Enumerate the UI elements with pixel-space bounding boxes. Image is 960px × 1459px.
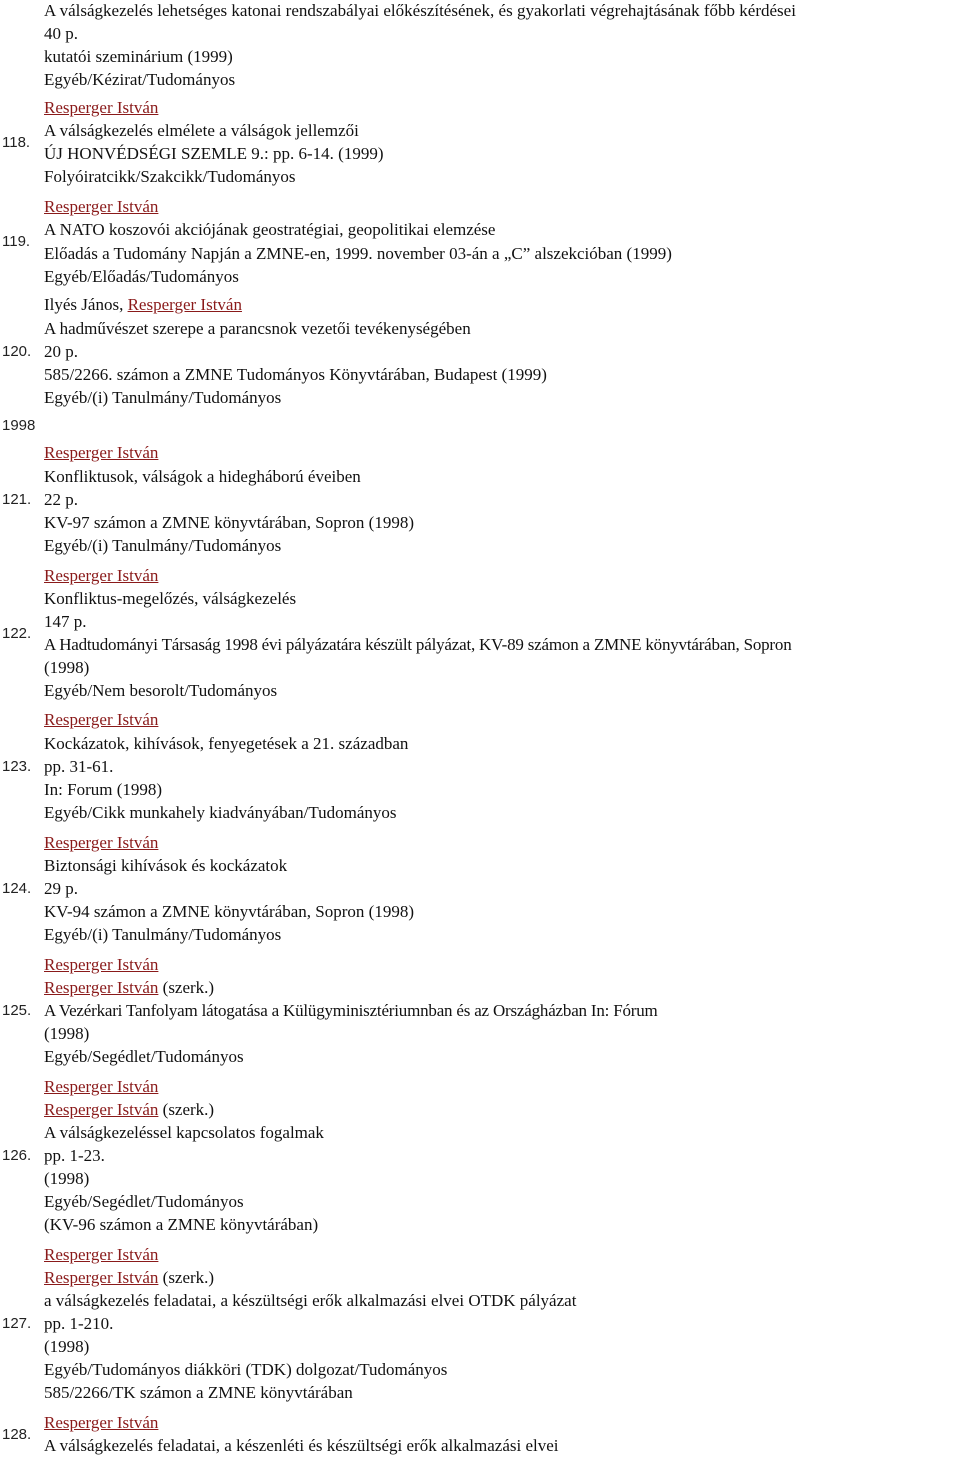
editor-link[interactable]: Resperger István [44, 978, 159, 997]
entry-number: 119. [2, 233, 31, 250]
entry-number: 125. [2, 1002, 32, 1019]
entry-title: A válságkezeléssel kapcsolatos fogalmak [44, 1123, 324, 1142]
author-link[interactable]: Resperger István [44, 1077, 159, 1096]
entry-type: Egyéb/Tudományos diákköri (TDK) dolgozat/Tudományos [44, 1360, 448, 1379]
entry-pages: 40 p. [44, 24, 78, 43]
entry-type: Egyéb/(i) Tanulmány/Tudományos [44, 925, 282, 944]
entry-note: 585/2266/TK számon a ZMNE könyvtárában [44, 1383, 353, 1402]
entry-editor-line [44, 1267, 214, 1289]
entry-title: Kockázatok, kihívások, fenyegetések a 21. században [44, 734, 409, 753]
author-link[interactable]: Resperger István [44, 1245, 159, 1264]
entry-source-year: (1998) [44, 658, 90, 677]
entry-editor-line [44, 1099, 214, 1121]
entry-author-line [44, 1412, 158, 1434]
entry-number: 127. [2, 1315, 32, 1332]
entry-source: 585/2266. számon a ZMNE Tudományos Könyvtárában, Budapest (1999) [44, 365, 547, 384]
entry-author-line [44, 97, 158, 119]
entry-pages: 147 p. [44, 612, 87, 631]
entry-number: 121. [2, 491, 32, 508]
entry-title: Biztonsági kihívások és kockázatok [44, 856, 288, 875]
entry-source: (1998) [44, 1169, 90, 1188]
entry-author-line [44, 196, 158, 218]
editor-link[interactable]: Resperger István [44, 1100, 159, 1119]
entry-title: A válságkezelés feladatai, a készenléti és készültségi erők alkalmazási elvei [44, 1436, 559, 1455]
entry-number: 118. [2, 134, 31, 151]
entry-source: (1998) [44, 1024, 90, 1043]
editor-link[interactable]: Resperger István [44, 1268, 159, 1287]
entry-author-line [44, 832, 158, 854]
entry-number: 124. [2, 880, 32, 897]
entry-author-line [44, 709, 158, 731]
entry-type: Egyéb/(i) Tanulmány/Tudományos [44, 388, 282, 407]
entry-title: A válságkezelés lehetséges katonai rendszabályai előkészítésének, és gyakorlati végrehajtásának főbb kérdései [44, 1, 796, 20]
entry-author-line [44, 954, 158, 976]
editor-suffix: (szerk.) [158, 978, 215, 997]
entry-source: KV-94 számon a ZMNE könyvtárában, Sopron (1998) [44, 902, 414, 921]
entry-author-line [44, 442, 158, 464]
entry-pages: 20 p. [44, 342, 78, 361]
author-link[interactable]: Resperger István [44, 197, 159, 216]
author-link[interactable]: Resperger István [44, 710, 159, 729]
entry-type: Folyóiratcikk/Szakcikk/Tudományos [44, 167, 296, 186]
coauthor-text: Ilyés János, [44, 295, 128, 314]
entry-title: A NATO koszovói akciójának geostratégiai, geopolitikai elemzése [44, 220, 496, 239]
entry-type: Egyéb/Kézirat/Tudományos [44, 70, 236, 89]
entry-title: a válságkezelés feladatai, a készültségi erők alkalmazási elvei OTDK pályázat [44, 1291, 577, 1310]
entry-pages: 22 p. [44, 490, 78, 509]
editor-suffix: (szerk.) [158, 1268, 215, 1287]
author-link[interactable]: Resperger István [44, 98, 159, 117]
entry-source: ÚJ HONVÉDSÉGI SZEMLE 9.: pp. 6-14. (1999) [44, 144, 384, 163]
entry-author-line [44, 294, 242, 316]
entry-type: Egyéb/(i) Tanulmány/Tudományos [44, 536, 282, 555]
entry-source: kutatói szeminárium (1999) [44, 47, 233, 66]
entry-author-line [44, 1244, 158, 1266]
entry-source: Előadás a Tudomány Napján a ZMNE-en, 1999. november 03-án a „C” alszekcióban (1999) [44, 244, 672, 263]
entry-source: In: Forum (1998) [44, 780, 163, 799]
entry-title: A hadművészet szerepe a parancsnok vezetői tevékenységében [44, 319, 471, 338]
entry-author-line [44, 565, 158, 587]
author-link[interactable]: Resperger István [44, 833, 159, 852]
entry-source: (1998) [44, 1337, 90, 1356]
author-link[interactable]: Resperger István [44, 955, 159, 974]
author-link[interactable]: Resperger István [127, 295, 242, 314]
entry-editor-line [44, 977, 214, 999]
entry-type: Egyéb/Cikk munkahely kiadványában/Tudományos [44, 803, 397, 822]
entry-title: A válságkezelés elmélete a válságok jellemzői [44, 121, 359, 140]
entry-pages: pp. 31-61. [44, 757, 114, 776]
entry-number: 120. [2, 343, 32, 360]
entry-source: A Hadtudományi Társaság 1998 évi pályázatára készült pályázat, KV-89 számon a ZMNE könyvtárában, Sopron [44, 635, 792, 654]
entry-type: Egyéb/Nem besorolt/Tudományos [44, 681, 278, 700]
entry-pages: pp. 1-23. [44, 1146, 105, 1165]
entry-number: 122. [2, 625, 32, 642]
entry-pages: pp. 1-210. [44, 1314, 114, 1333]
entry-title: Konfliktus-megelőzés, válságkezelés [44, 589, 297, 608]
entry-number: 128. [2, 1426, 32, 1443]
author-link[interactable]: Resperger István [44, 566, 159, 585]
editor-suffix: (szerk.) [158, 1100, 215, 1119]
author-link[interactable]: Resperger István [44, 443, 159, 462]
entry-type: Egyéb/Segédlet/Tudományos [44, 1192, 244, 1211]
entry-author-line [44, 1076, 158, 1098]
entry-pages: 29 p. [44, 879, 78, 898]
entry-number: 126. [2, 1147, 32, 1164]
entry-title: A Vezérkari Tanfolyam látogatása a Külügyminisztériumnban és az Országházban In: Fórum [44, 1001, 658, 1020]
author-link[interactable]: Resperger István [44, 1413, 159, 1432]
entry-note: (KV-96 számon a ZMNE könyvtárában) [44, 1215, 319, 1234]
entry-type: Egyéb/Segédlet/Tudományos [44, 1047, 244, 1066]
entry-source: KV-97 számon a ZMNE könyvtárában, Sopron (1998) [44, 513, 414, 532]
entry-type: Egyéb/Előadás/Tudományos [44, 267, 239, 286]
entry-title: Konfliktusok, válságok a hidegháború éveiben [44, 467, 361, 486]
entry-number: 123. [2, 758, 32, 775]
year-heading: 1998 [2, 417, 36, 434]
